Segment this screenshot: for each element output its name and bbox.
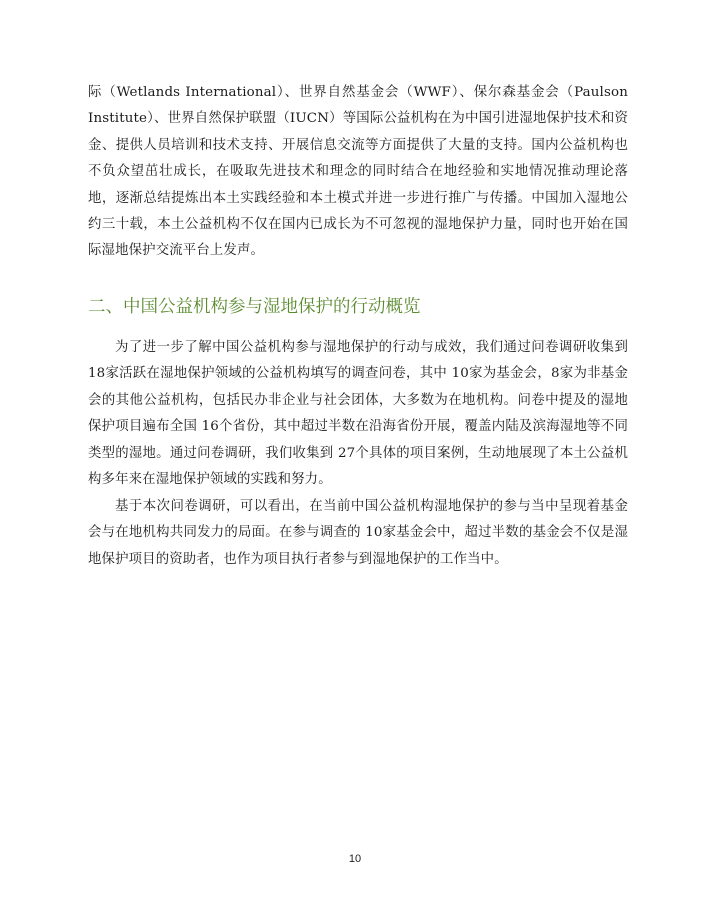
findings-paragraph: 基于本次问卷调研，可以看出，在当前中国公益机构湿地保护的参与当中呈现着基金会与在地机构共同发力的局面。在参与调查的 10家基金会中，超过半数的基金会不仅是湿地保护项目的资助者，也作为项目执行者参与到湿地保护的工作当中。 bbox=[88, 499, 628, 567]
intro-paragraph: 际（Wetlands International）、世界自然基金会（WWF）、保尔森基金会（Paulson Institute）、世界自然保护联盟（IUCN）等国际公益机构在为中国引进湿地保护技术和资金、提供人员培训和技术支持、开展信息交流等方面提供了大量的支持。国内公益机构也不负众望茁壮成长，在吸取先进技术和理念的同时结合在地经验和实地情况推动理论落地，逐渐总结提炼出本土实践经验和本土模式并进一步进行推广与传播。中国加入湿地公约三十载，本土公益机构不仅在国内已成长为不可忽视的湿地保护力量，同时也开始在国际湿地保护交流平台上发声。 bbox=[88, 85, 628, 259]
page-number: 10 bbox=[348, 853, 362, 865]
section-heading: 二、中国公益机构参与湿地保护的行动概览 bbox=[88, 297, 421, 317]
survey-paragraph: 为了进一步了解中国公益机构参与湿地保护的行动与成效，我们通过问卷调研收集到18家活跃在湿地保护领域的公益机构填写的调查问卷，其中 10家为基金会，8家为非基金会的其他公益机构，包括民办非企业与社会团体，大多数为在地机构。问卷中提及的湿地保护项目遍布全国 16个省份，其中超过半数在沿海省份开展，覆盖内陆及滨海湿地等不同类型的湿地。通过问卷调研，我们收集到 27个具体的项目案例，生动地展现了本土公益机构多年来在湿地保护领域的实践和努力。 bbox=[88, 340, 628, 488]
